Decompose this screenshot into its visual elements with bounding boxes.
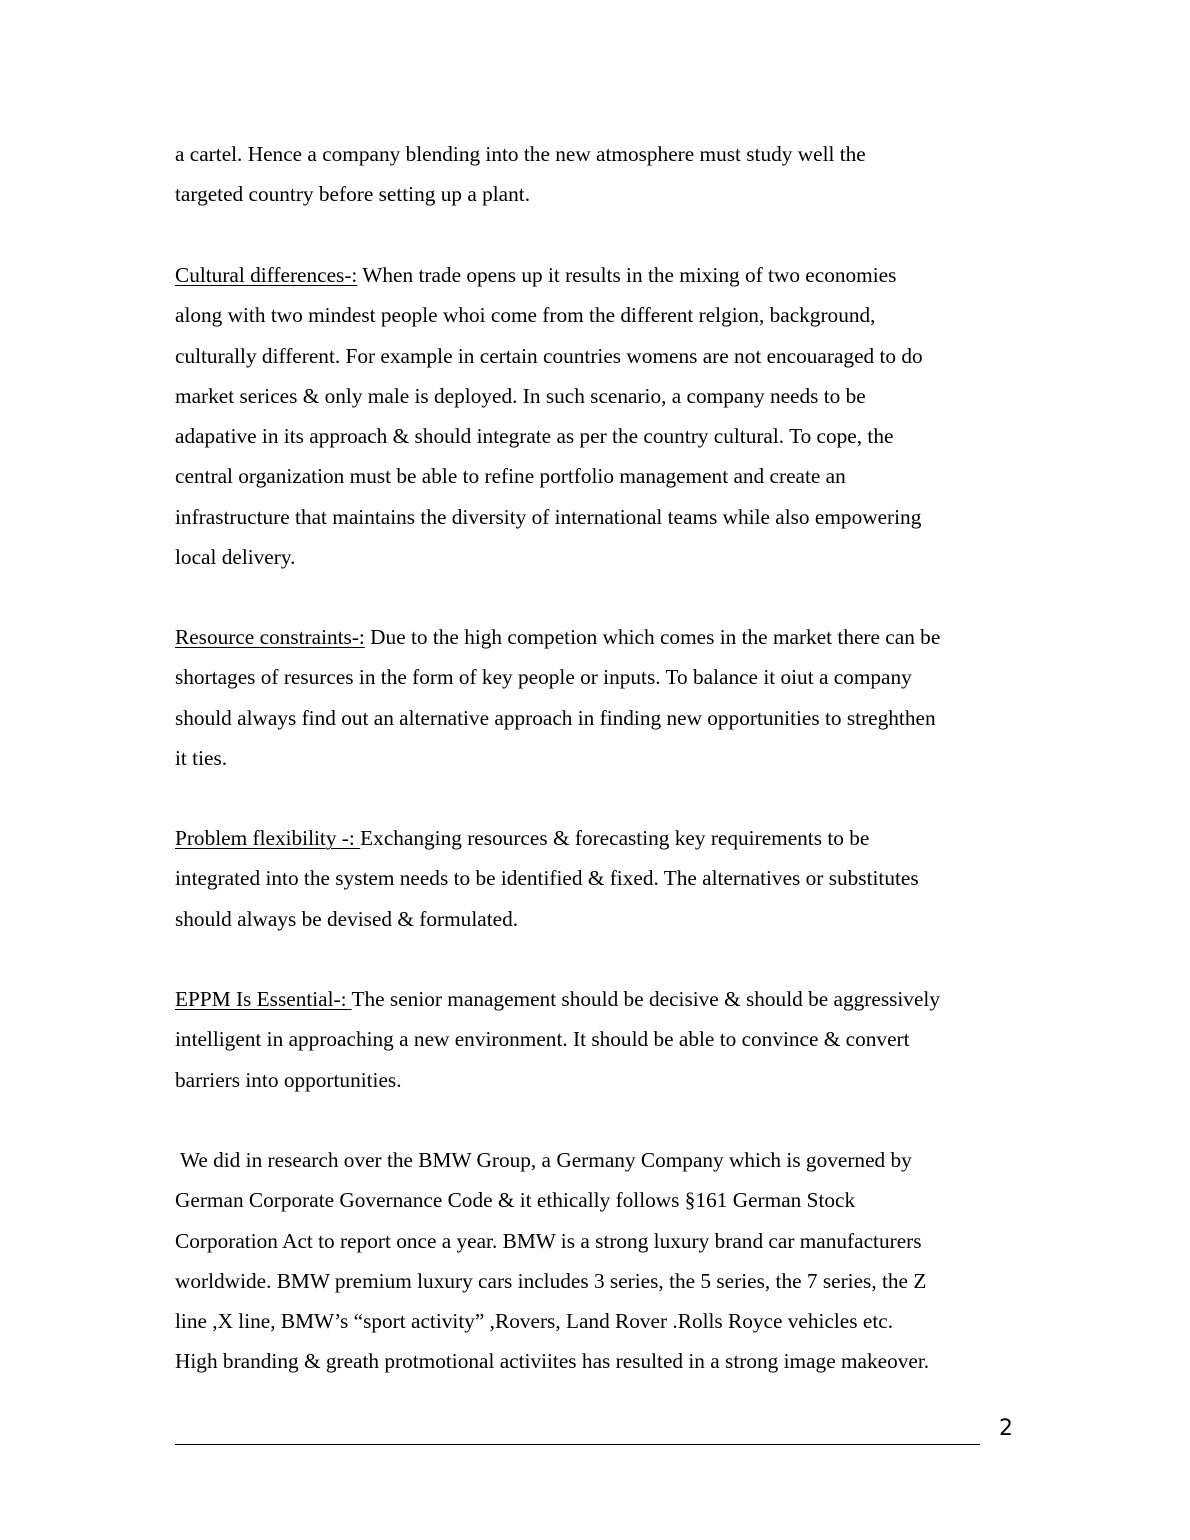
- footer-divider: [175, 1444, 980, 1445]
- paragraph-line: High branding & greath protmotional activiites has resulted in a strong image makeover.: [175, 1349, 930, 1374]
- paragraph-resource-constraints: [175, 617, 1025, 778]
- section-heading: Resource constraints-:: [175, 625, 365, 649]
- paragraph-first-line: [175, 255, 1025, 295]
- paragraph-line: should always be devised & formulated.: [175, 906, 519, 931]
- paragraph-line: a cartel. Hence a company blending into the new atmosphere must study well the: [175, 142, 866, 166]
- paragraph-cultural-differences: [175, 255, 1025, 577]
- section-heading: Problem flexibility -:: [175, 826, 361, 850]
- paragraph-line: When trade opens up it results in the mixing of two economies: [357, 263, 897, 287]
- paragraph-line: worldwide. BMW premium luxury cars includes 3 series, the 5 series, the 7 series, the Z: [175, 1268, 927, 1293]
- paragraph-line: culturally different. For example in certain countries womens are not encouaraged to do: [175, 343, 923, 368]
- paragraph-line: intelligent in approaching a new environment. It should be able to convince & convert: [175, 1027, 910, 1052]
- paragraph-line: integrated into the system needs to be identified & fixed. The alternatives or substitutes: [175, 866, 919, 891]
- section-heading: Cultural differences-:: [175, 263, 358, 287]
- section-heading: EPPM Is Essential-:: [175, 987, 352, 1011]
- paragraph-line: Exchanging resources & forecasting key requirements to be: [360, 826, 870, 850]
- paragraph-eppm-essential: [175, 979, 1025, 1100]
- paragraph-line: German Corporate Governance Code & it ethically follows §161 German Stock: [175, 1188, 856, 1213]
- paragraph-line: market serices & only male is deployed. In such scenario, a company needs to be: [175, 383, 866, 408]
- paragraph-line: The senior management should be decisive & should be aggressively: [351, 987, 940, 1011]
- paragraph-line: should always find out an alternative approach in finding new opportunities to streghthen: [175, 705, 936, 730]
- paragraph-intro: [175, 134, 1025, 215]
- paragraph-line: infrastructure that maintains the diversity of international teams while also empowering: [175, 504, 922, 529]
- paragraph-line: it ties.: [175, 745, 228, 770]
- paragraph-line: shortages of resurces in the form of key people or inputs. To balance it oiut a company: [175, 665, 912, 690]
- paragraph-line: Corporation Act to report once a year. BMW is a strong luxury brand car manufacturers: [175, 1228, 922, 1253]
- paragraph-line: adapative in its approach & should integrate as per the country cultural. To cope, the: [175, 424, 894, 448]
- paragraph-first-line: [175, 979, 1025, 1019]
- paragraph-line: along with two mindest people whoi come from the different relgion, background,: [175, 303, 876, 328]
- page-number: 2: [999, 1416, 1013, 1441]
- paragraph-bmw-research: [175, 1140, 1025, 1382]
- paragraph-first-line: [175, 818, 1025, 858]
- paragraph-line: We did in research over the BMW Group, a Germany Company which is governed by: [175, 1148, 912, 1172]
- paragraph-line: central organization must be able to refine portfolio management and create an: [175, 464, 846, 489]
- paragraph-line: targeted country before setting up a plant.: [175, 182, 531, 207]
- paragraph-first-line: [175, 617, 1025, 657]
- paragraph-problem-flexibility: [175, 818, 1025, 939]
- paragraph-line: barriers into opportunities.: [175, 1067, 402, 1092]
- paragraph-line: local delivery.: [175, 544, 296, 569]
- paragraph-line: line ,X line, BMW’s “sport activity” ,Rovers, Land Rover .Rolls Royce vehicles etc.: [175, 1309, 894, 1333]
- paragraph-line: Due to the high competion which comes in the market there can be: [364, 625, 941, 649]
